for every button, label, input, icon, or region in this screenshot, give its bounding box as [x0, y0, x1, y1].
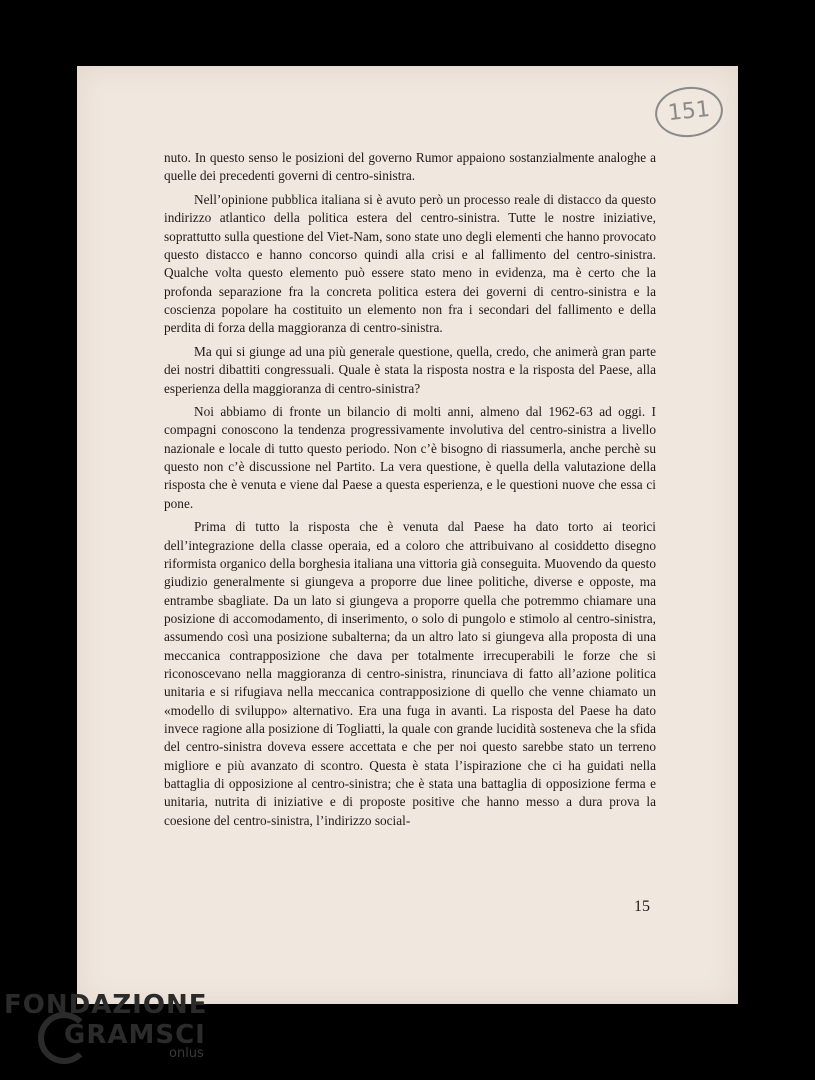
- paragraph-3: Ma qui si giunge ad una più generale questione, quella, credo, che animerà gran parte dei nostri dibattiti congressuali. Quale è stata la risposta nostra e la risposta del Paese, alla esperienza della maggioranza di centro-sinistra?: [164, 343, 656, 396]
- watermark-line2: GRAMSCI: [64, 1020, 206, 1050]
- page-number: 15: [634, 898, 650, 915]
- paragraph-1: nuto. In questo senso le posizioni del governo Rumor appaiono sostanzialmente analoghe a quelle dei precedenti governi di centro-sinistra.: [164, 150, 656, 184]
- logo-g-icon: [38, 1012, 90, 1064]
- paragraph-2: Nell’opinione pubblica italiana si è avuto però un processo reale di distacco da questo indirizzo atlantico della politica estera del centro-sinistra. Tutte le nostre iniziative, soprattutto sulla questione del Viet-Nam, sono state uno degli elementi che hanno provocato questo distacco e hanno concorso quindi alla crisi e al fallimento del centro-sinistra. Qualche volta questo elemento può essere stato meno in evidenza, ma è certo che la profonda separazione fra la concreta politica estera dei governi di centro-sinistra e la coscienza popolare ha costituito un elemento non fra i secondari del fallimento e della perdita di forza della maggioranza di centro-sinistra.: [164, 191, 656, 336]
- watermark-line1: FONDAZIONE: [4, 990, 208, 1020]
- paragraph-5: Prima di tutto la risposta che è venuta dal Paese ha dato torto ai teorici dell’integrazione della classe operaia, ed a coloro che attribuivano al cosiddetto disegno riformista organico della borghesia italiana una vittoria già conseguita. Muovendo da questo giudizio generalmente si giungeva a proporre due linee politiche, diverse e opposte, ma entrambe sbagliate. Da un lato si giungeva a proporre quella che potremmo chiamare una posizione di accomodamento, di inserimento, o solo di pungolo e stimolo al centro-sinistra, assumendo così una posizione subalterna; da un altro lato si giungeva alla proposta di una meccanica contrapposizione che dava per totalmente irrecuperabili le forze che si riconoscevano nella maggioranza di centro-sinistra, rinunciava di fatto all’azione politica unitaria e si rifugiava nella meccanica contrapposizione di quello che venne chiamato un «modello di sviluppo» alternativo. Era una fuga in avanti. La risposta del Paese ha dato invece ragione alla posizione di Togliatti, la quale con grande lucidità sosteneva che la sfida del centro-sinistra doveva essere accettata e che per noi questo sarebbe stato un terreno migliore e più avanzato di scontro. Questa è stata l’ispirazione che ci ha guidati nella battaglia di opposizione al centro-sinistra; che è stata una battaglia di opposizione ferma e unitaria, nutrita di iniziative e di proposte positive che hanno messo a dura prova la coesione del centro-sinistra, l’indirizzo social-: [164, 519, 656, 828]
- paragraph-4: Noi abbiamo di fronte un bilancio di molti anni, almeno dal 1962-63 ad oggi. I compagni conoscono la tendenza progressivamente involutiva del centro-sinistra a livello nazionale e locale di tutto questo periodo. Non c’è bisogno di riassumerla, anche perchè su questo non c’è discussione nel Partito. La vera questione, è quella della valutazione della risposta che è venuta e viene dal Paese a questa esperienza, e le questioni nuove che essa ci pone.: [164, 404, 656, 511]
- watermark-suffix: onlus: [169, 1046, 204, 1061]
- body-text: [164, 149, 656, 835]
- archive-number-stamp: 151: [653, 84, 726, 141]
- watermark-logo: [4, 990, 208, 1061]
